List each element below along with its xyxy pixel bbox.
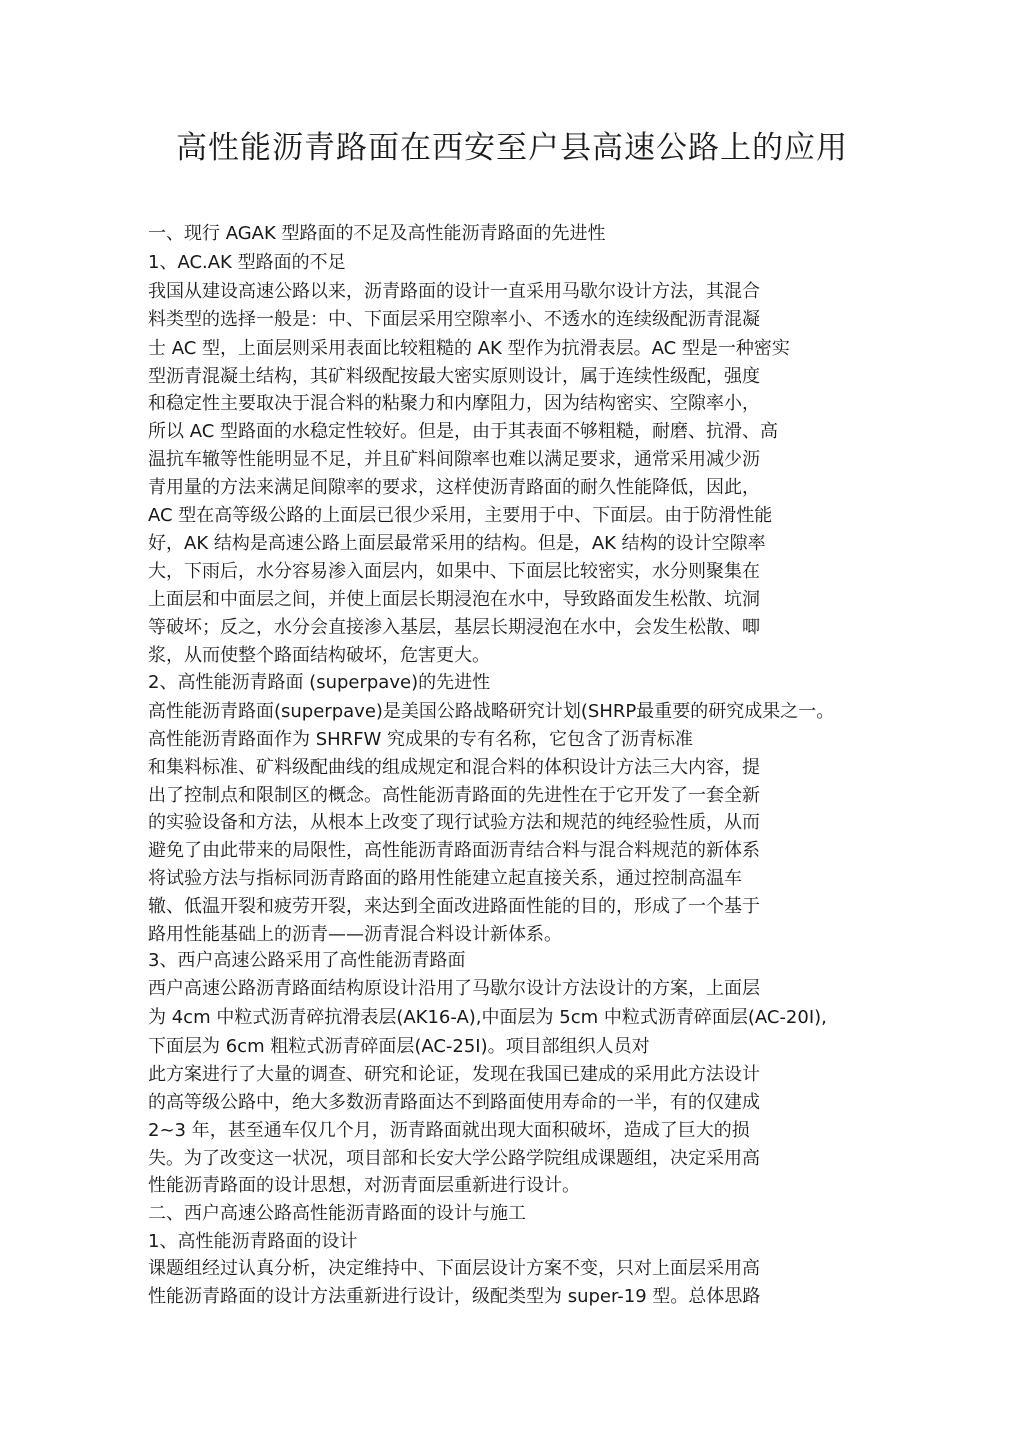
paragraph-line: 此方案进行了大量的调查、研究和论证，发现在我国已建成的采用此方法设计 — [148, 1064, 760, 1085]
paragraph-line: 性能沥青路面的设计方法重新进行设计，级配类型为 super-19 型。总体思路 — [148, 1286, 761, 1307]
paragraph-line: AC 型在高等级公路的上面层已很少采用，主要用于中、下面层。由于防滑性能 — [148, 505, 773, 526]
paragraph-line: 失。为了改变这一状况，项目部和长安大学公路学院组成课题组，决定采用高 — [148, 1148, 760, 1169]
paragraph-line: 上面层和中面层之间，并使上面层长期浸泡在水中，导致路面发生松散、坑洞 — [148, 589, 760, 610]
paragraph-line: 路用性能基础上的沥青——沥青混合料设计新体系。 — [148, 924, 562, 945]
paragraph-line: 青用量的方法来满足间隙率的要求，这样使沥青路面的耐久性能降低，因此， — [148, 477, 760, 498]
paragraph-line: 性能沥青路面的设计思想，对沥青面层重新进行设计。 — [148, 1175, 580, 1196]
paragraph-line: 避免了由此带来的局限性，高性能沥青路面沥青结合料与混合料规范的新体系 — [148, 840, 760, 861]
paragraph-line: 士 AC 型，上面层则采用表面比较粗糙的 AK 型作为抗滑表层。AC 型是一种密实 — [148, 338, 790, 359]
paragraph-line: 料类型的选择一般是：中、下面层采用空隙率小、不透水的连续级配沥青混凝 — [148, 309, 760, 330]
paragraph-line: 出了控制点和限制区的概念。高性能沥青路面的先进性在于它开发了一套全新 — [148, 785, 760, 806]
paragraph-line: 下面层为 6cm 粗粒式沥青碎面层(AC-25I)。项目部组织人员对 — [148, 1036, 650, 1057]
subsection-heading: 1、高性能沥青路面的设计 — [148, 1231, 358, 1252]
document-title: 高性能沥青路面在西安至户县高速公路上的应用 — [176, 130, 848, 166]
paragraph-line: 我国从建设高速公路以来，沥青路面的设计一直采用马歇尔设计方法，其混合 — [148, 281, 760, 302]
subsection-heading: 1、AC.AK 型路面的不足 — [148, 252, 346, 273]
paragraph-line: 和集料标准、矿料级配曲线的组成规定和混合料的体积设计方法三大内容，提 — [148, 757, 760, 778]
paragraph-line: 的实验设备和方法，从根本上改变了现行试验方法和规范的纯经验性质，从而 — [148, 812, 760, 833]
paragraph-line: 课题组经过认真分析，决定维持中、下面层设计方案不变，只对上面层采用高 — [148, 1258, 760, 1279]
paragraph-line: 型沥青混凝土结构，其矿料级配按最大密实原则设计，属于连续性级配，强度 — [148, 366, 760, 387]
paragraph-line: 将试验方法与指标同沥青路面的路用性能建立起直接关系，通过控制高温车 — [148, 868, 742, 889]
paragraph-line: 高性能沥青路面作为 SHRFW 究成果的专有名称，它包含了沥青标准 — [148, 729, 694, 750]
paragraph-line: 等破坏；反之，水分会直接渗入基层，基层长期浸泡在水中，会发生松散、唧 — [148, 617, 760, 638]
section-heading: 一、现行 AGAK 型路面的不足及高性能沥青路面的先进性 — [148, 223, 606, 244]
paragraph-line: 西户高速公路沥青路面结构原设计沿用了马歇尔设计方法设计的方案，上面层 — [148, 978, 760, 999]
paragraph-line: 所以 AC 型路面的水稳定性较好。但是，由于其表面不够粗糙，耐磨、抗滑、高 — [148, 421, 779, 442]
paragraph-line: 2~3 年，甚至通车仅几个月，沥青路面就出现大面积破坏，造成了巨大的损 — [148, 1120, 750, 1141]
paragraph-line: 温抗车辙等性能明显不足，并且矿料间隙率也难以满足要求，通常采用减少沥 — [148, 449, 760, 470]
section-heading: 二、西户高速公路高性能沥青路面的设计与施工 — [148, 1203, 526, 1224]
paragraph-line: 和稳定性主要取决于混合料的粘聚力和内摩阻力，因为结构密实、空隙率小， — [148, 393, 760, 414]
subsection-heading: 2、高性能沥青路面 (superpave)的先进性 — [148, 672, 491, 693]
paragraph-line: 好，AK 结构是高速公路上面层最常采用的结构。但是，AK 结构的设计空隙率 — [148, 533, 766, 554]
paragraph-line: 的高等级公路中，绝大多数沥青路面达不到路面使用寿命的一半，有的仅建成 — [148, 1092, 760, 1113]
subsection-heading: 3、西户高速公路采用了高性能沥青路面 — [148, 950, 466, 971]
paragraph-line: 为 4cm 中粒式沥青碎抗滑表层(AK16-A),中面层为 5cm 中粒式沥青碎面层(AC-20I), — [148, 1007, 827, 1028]
paragraph-line: 浆，从而使整个路面结构破坏，危害更大。 — [148, 645, 490, 666]
paragraph-line: 高性能沥青路面(superpave)是美国公路战略研究计划(SHRP最重要的研究成果之一。 — [148, 701, 835, 722]
paragraph-line: 辙、低温开裂和疲劳开裂，来达到全面改进路面性能的目的，形成了一个基于 — [148, 896, 760, 917]
paragraph-line: 大，下雨后，水分容易渗入面层内，如果中、下面层比较密实，水分则聚集在 — [148, 561, 760, 582]
